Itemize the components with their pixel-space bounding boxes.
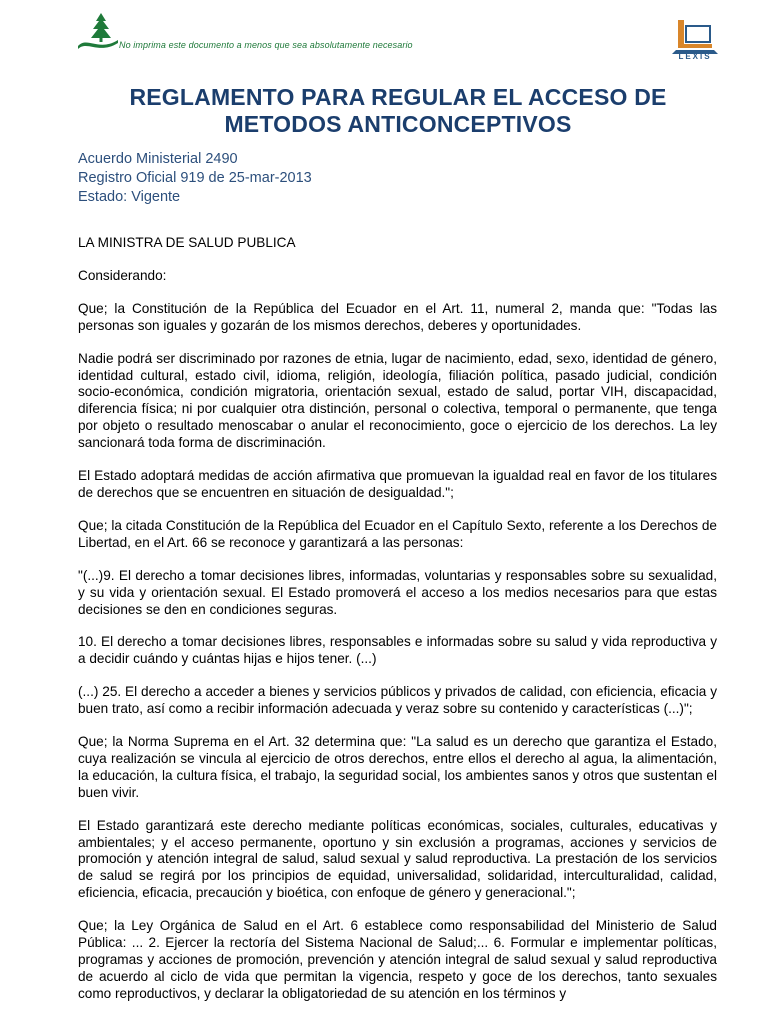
body-paragraph: Que; la Ley Orgánica de Salud en el Art. 6 establece como responsabilidad del Ministerio de Salud Pública: ... 2. Ejercer la rectoría del Sistema Nacional de Salud;... 6. Formular e implementar políticas, programas y acciones de promoción, prevención y atención integral de salud sexual y salud reproductiva de acuerdo al ciclo de vida que permitan la vigencia, respeto y goce de los derechos, tanto sexuales como reproductivos, y declarar la obligatoriedad de su atención en los términos y bbox=[78, 918, 717, 1001]
body-paragraph: El Estado adoptará medidas de acción afirmativa que promuevan la igualdad real en favor de los titulares de derechos que se encuentren en situación de desigualdad."; bbox=[78, 468, 717, 500]
body-paragraph: (...) 25. El derecho a acceder a bienes y servicios públicos y privados de calidad, con eficiencia, eficacia y buen trato, así como a recibir información adecuada y veraz sobre su contenido y características (...)"; bbox=[78, 684, 717, 717]
body-paragraph: El Estado garantizará este derecho mediante políticas económicas, sociales, culturales, educativas y ambientales; y el acceso permanente, oportuno y sin exclusión a programas, acciones y servicios de promoción y atención integral de salud, salud sexual y salud reproductiva. La prestación de los servicios de salud se regirá por los principios de equidad, universalidad, solidaridad, interculturalidad, calidad, eficiencia, eficacia, precaución y bioética, con enfoque de género y generacional."; bbox=[78, 817, 717, 901]
document-body bbox=[78, 235, 717, 1019]
lexis-logo-label: LEXIS bbox=[678, 52, 712, 61]
eco-print-note: No imprima este documento a menos que sea absolutamente necesario bbox=[119, 40, 413, 50]
body-paragraph: "(...)9. El derecho a tomar decisiones libres, informadas, voluntarias y responsables sobre su sexualidad, y su vida y orientación sexual. El Estado promoverá el acceso a los medios necesarios para que estas decisiones se den en condiciones seguras. bbox=[78, 567, 717, 617]
body-paragraph: Que; la Constitución de la República del Ecuador en el Art. 11, numeral 2, manda que: "Todas las personas son iguales y gozarán de los mismos derechos, deberes y oportunidades. bbox=[78, 300, 717, 333]
considerando-heading: Considerando: bbox=[78, 267, 167, 283]
body-paragraph: Que; la Norma Suprema en el Art. 32 determina que: "La salud es un derecho que garantiza el Estado, cuya realización se vincula al ejercicio de otros derechos, entre ellos el derecho al agua, la alimentación, la educación, la cultura física, el trabajo, la seguridad social, los ambientes sanos y otros que sustentan el buen vivir. bbox=[78, 734, 717, 800]
document-meta bbox=[78, 150, 718, 207]
authority-heading: LA MINISTRA DE SALUD PUBLICA bbox=[78, 235, 296, 250]
page-header bbox=[0, 0, 768, 70]
estado: Estado: Vigente bbox=[78, 189, 181, 205]
title-line-2: METODOS ANTICONCEPTIVOS bbox=[224, 111, 572, 137]
body-paragraph: Que; la citada Constitución de la República del Ecuador en el Capítulo Sexto, referente a los Derechos de Libertad, en el Art. 66 se reconoce y garantizará a las personas: bbox=[78, 517, 717, 550]
body-paragraph: Nadie podrá ser discriminado por razones de etnia, lugar de nacimiento, edad, sexo, identidad de género, identidad cultural, estado civil, idioma, religión, ideología, filiación política, pasado judicial, condición socio-económica, condición migratoria, orientación sexual, estado de salud, portar VIH, discapacidad, diferencia física; ni por cualquier otra distinción, personal o colectiva, temporal o permanente, que tenga por objeto o resultado menoscabar o anular el reconocimiento, goce o ejercicio de los derechos. La ley sancionará toda forma de discriminación. bbox=[78, 350, 717, 451]
acuerdo-ministerial: Acuerdo Ministerial 2490 bbox=[78, 151, 238, 167]
body-paragraph: 10. El derecho a tomar decisiones libres, responsables e informadas sobre su salud y vida reproductiva y a decidir cuándo y cuántas hijas e hijos tener. (...) bbox=[78, 634, 717, 667]
document-title bbox=[78, 84, 718, 138]
title-line-1: REGLAMENTO PARA REGULAR EL ACCESO DE bbox=[129, 84, 667, 110]
eco-tree-icon bbox=[77, 12, 119, 50]
registro-oficial: Registro Oficial 919 de 25-mar-2013 bbox=[78, 170, 312, 186]
